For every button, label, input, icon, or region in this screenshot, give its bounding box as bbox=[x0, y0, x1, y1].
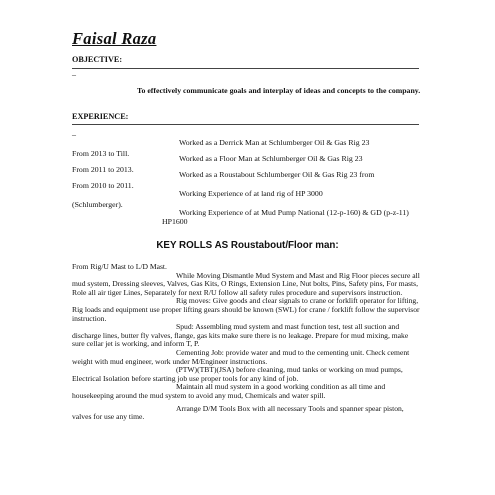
experience-heading: EXPERIENCE: bbox=[72, 112, 129, 121]
experience-role: Worked as a Floor Man at Schlumberger Oil & Gas Rig 23 bbox=[179, 154, 363, 163]
key-rolls-body bbox=[72, 263, 422, 422]
experience-period: From 2013 to Till. bbox=[72, 149, 130, 158]
key-rolls-intro: From Rig/U Mast to L/D Mast. bbox=[72, 262, 167, 271]
experience-divider bbox=[72, 124, 419, 125]
key-rolls-title: KEY ROLLS AS Roustabout/Floor man: bbox=[156, 240, 339, 251]
key-rolls-paragraph: Arrange D/M Tools Box with all necessary Tools and spanner spear piston, valves for use any time. bbox=[72, 403, 404, 422]
experience-role: Working Experience of at Mud Pump National (12-p-160) & GD (p-z-11) HP1600 bbox=[162, 208, 409, 226]
objective-divider bbox=[72, 68, 419, 69]
experience-role: Worked as a Derrick Man at Schlumberger Oil & Gas Rig 23 bbox=[179, 138, 370, 147]
key-rolls-paragraph: While Moving Dismantle Mud System and Mast and Rig Floor pieces secure all mud system, Dressing sleeves, Valves, Gas Kits, O Rings, Extension Line, Nut bolts, Pins, Safety pins, For masts, Role all air tiger Lines, Separately for next R/U follow all safety rules procedure and supervisors instruction. bbox=[72, 270, 420, 297]
candidate-name: Faisal Raza bbox=[72, 29, 157, 48]
objective-dash: – bbox=[72, 70, 76, 79]
key-rolls-paragraph: Maintain all mud system in a good working condition as all time and housekeeping around the mud system to avoid any mud, Chemicals and water spill. bbox=[72, 382, 386, 400]
experience-role: Working Experience of at land rig of HP 3000 bbox=[179, 189, 323, 198]
objective-heading: OBJECTIVE: bbox=[72, 55, 123, 64]
objective-text: To effectively communicate goals and interplay of ideas and concepts to the company. bbox=[137, 86, 421, 95]
key-rolls-paragraph: Cementing Job: provide water and mud to the cementing unit. Check cement weight with mud engineer, work under M/Engineer instructions. bbox=[72, 347, 410, 366]
key-rolls-paragraph: Spud: Assembling mud system and mast function test, test all suction and discharge lines, butter fly valves, flange, gas kits make sure there is no leakage. Prepare for mud mixing, make sure cellar jet is working, and inform T, P. bbox=[72, 322, 409, 349]
key-rolls-paragraph: Rig moves: Give goods and clear signals to crane or forklift operator for lifting, Rig loads and equipment use proper lifting gears should be known (SWL) for crane / forklift follow the supervisor instruction. bbox=[72, 296, 420, 323]
experience-period: From 2010 to 2011. bbox=[72, 181, 134, 190]
experience-period: From 2011 to 2013. bbox=[72, 165, 134, 174]
key-rolls-paragraph: (PTW)(TBT)(JSA) before cleaning, mud tanks or working on mud pumps, Electrical Isolation before starting job use proper tools for any kind of job. bbox=[72, 365, 403, 383]
experience-role: Worked as a Roustabout Schlumberger Oil & Gas Rig 23 from bbox=[179, 170, 375, 179]
experience-dash: – bbox=[72, 130, 76, 139]
experience-period: (Schlumberger). bbox=[72, 200, 123, 209]
